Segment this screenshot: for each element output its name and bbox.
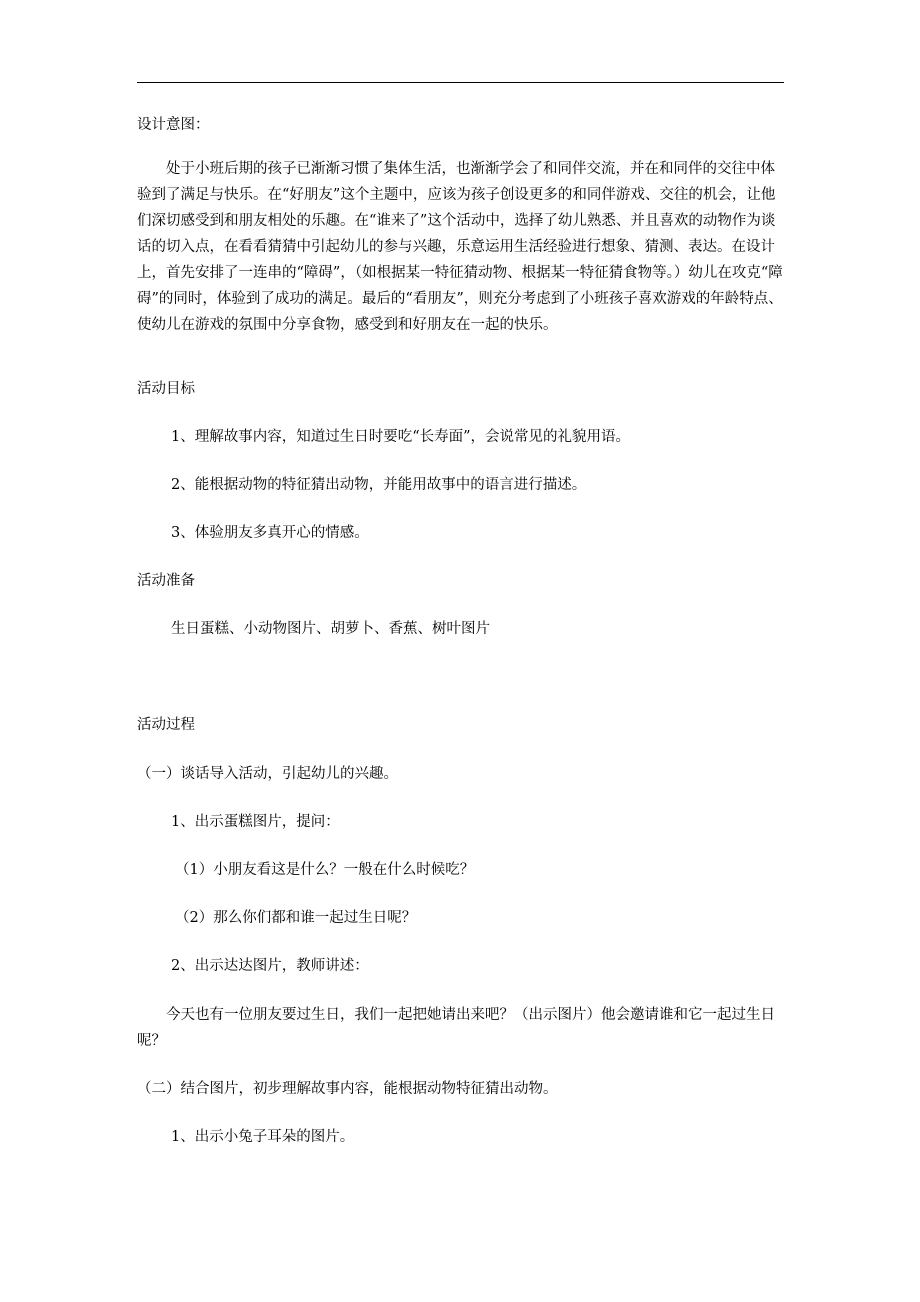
process-question-1: （1）小朋友看这是什么？一般在什么时候吃？ (175, 862, 475, 878)
header-rule (137, 82, 784, 83)
activity-prep-heading: 活动准备 (137, 573, 195, 589)
goal-item-3: 3、体验朋友多真开心的情感。 (171, 525, 369, 541)
process-section-2: （二）结合图片，初步理解故事内容，能根据动物特征猜出动物。 (137, 1081, 558, 1097)
activity-process-heading: 活动过程 (137, 717, 195, 733)
process-section-1: （一）谈话导入活动，引起幼儿的兴趣。 (137, 766, 398, 782)
activity-prep-items: 生日蛋糕、小动物图片、胡萝卜、香蕉、树叶图片 (171, 621, 490, 637)
process-question-2: （2）那么你们都和谁一起过生日呢？ (175, 910, 417, 926)
goal-item-2: 2、能根据动物的特征猜出动物，并能用故事中的语言进行描述。 (171, 477, 587, 493)
process-step-1: 1、出示蛋糕图片，提问： (171, 814, 340, 830)
design-intent-paragraph: 处于小班后期的孩子已渐渐习惯了集体生活，也渐渐学会了和同伴交流，并在和同伴的交往中体验到了满足与快乐。在“好朋友”这个主题中，应该为孩子创设更多的和同伴游戏、交往的机会，让他们深切感受到和朋友相处的乐趣。在“谁来了”这个活动中，选择了幼儿熟悉、并且喜欢的动物作为谈话的切入点，在看看猜猜中引起幼儿的参与兴趣，乐意运用生活经验进行想象、猜测、表达。在设计上，首先安排了一连串的“障碍”，（如根据某一特征猜动物、根据某一特征猜食物等。）幼儿在攻克“障碍”的同时，体验到了成功的满足。最后的“看朋友”，则充分考虑到了小班孩子喜欢游戏的年龄特点、使幼儿在游戏的氛围中分享食物，感受到和好朋友在一起的快乐。 (137, 161, 783, 333)
activity-goals-heading: 活动目标 (137, 381, 195, 397)
goal-item-1: 1、理解故事内容，知道过生日时要吃“长寿面”，会说常见的礼貌用语。 (171, 429, 631, 445)
process-step-3: 1、出示小兔子耳朵的图片。 (171, 1129, 355, 1145)
narration-paragraph: 今天也有一位朋友要过生日，我们一起把她请出来吧？（出示图片）他会邀请谁和它一起过生日呢？ (137, 1007, 775, 1049)
design-intent-heading: 设计意图： (137, 117, 210, 133)
process-step-2: 2、出示达达图片，教师讲述： (171, 958, 369, 974)
